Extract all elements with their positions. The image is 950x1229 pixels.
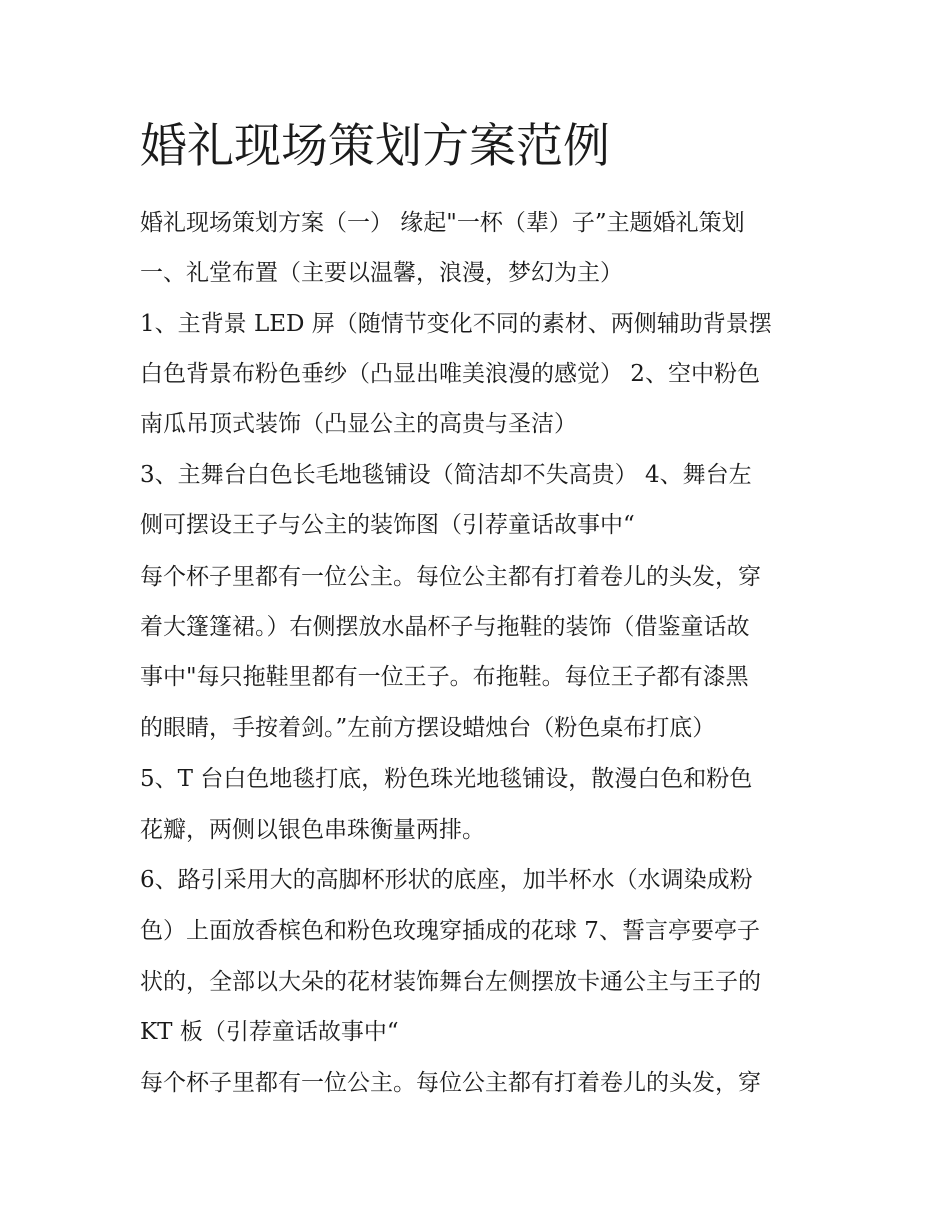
document-line: 的眼睛，手按着剑。”左前方摆设蜡烛台（粉色桌布打底） bbox=[140, 715, 716, 741]
document-line: 色）上面放香槟色和粉色玫瑰穿插成的花球 7、誓言亭要亭子 bbox=[140, 918, 760, 944]
document-line: 1、主背景 LED 屏（随情节变化不同的素材、两侧辅助背景摆 bbox=[140, 311, 772, 337]
document-line: 着大篷篷裙。）右侧摆放水晶杯子与拖鞋的装饰（借鉴童话故 bbox=[140, 614, 750, 640]
document-line: 6、路引采用大的高脚杯形状的底座，加半杯水（水调染成粉 bbox=[140, 867, 753, 893]
document-line: 白色背景布粉色垂纱（凸显出唯美浪漫的感觉） 2、空中粉色 bbox=[140, 361, 760, 387]
document-line: KT 板（引荐童话故事中“ bbox=[140, 1019, 399, 1045]
document-title: 婚礼现场策划方案范例 bbox=[140, 119, 610, 174]
document-line: 3、主舞台白色长毛地毯铺设（简洁却不失高贵） 4、舞台左 bbox=[140, 462, 752, 488]
document-line: 5、T 台白色地毯打底，粉色珠光地毯铺设，散漫白色和粉色 bbox=[140, 766, 753, 792]
document-line: 每个杯子里都有一位公主。每位公主都有打着卷儿的头发，穿 bbox=[140, 1070, 761, 1096]
document-line: 状的，全部以大朵的花材装饰舞台左侧摆放卡通公主与王子的 bbox=[140, 969, 761, 995]
document-line: 婚礼现场策划方案（一） 缘起"一杯（辈）子”主题婚礼策划 bbox=[140, 210, 745, 236]
document-line: 侧可摆设王子与公主的装饰图（引荐童话故事中“ bbox=[140, 512, 635, 538]
document-line: 南瓜吊顶式装饰（凸显公主的高贵与圣洁） bbox=[140, 411, 577, 437]
document-line: 花瓣，两侧以银色串珠衡量两排。 bbox=[140, 817, 485, 843]
document-line: 一、礼堂布置（主要以温馨，浪漫，梦幻为主） bbox=[140, 260, 623, 286]
document-line: 每个杯子里都有一位公主。每位公主都有打着卷儿的头发，穿 bbox=[140, 564, 761, 590]
document-line: 事中"每只拖鞋里都有一位王子。布拖鞋。每位王子都有漆黑 bbox=[140, 664, 749, 690]
